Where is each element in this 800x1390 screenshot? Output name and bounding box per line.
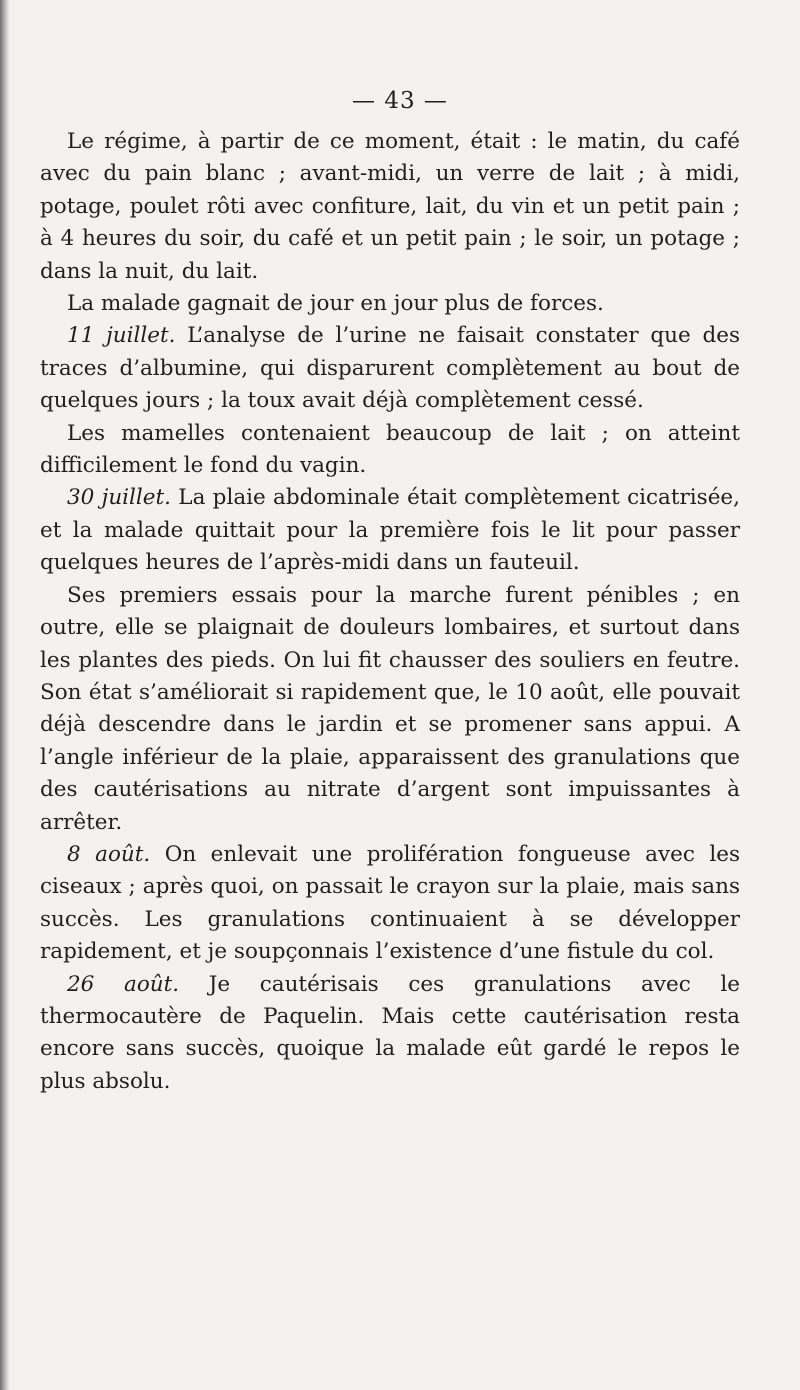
paragraph-7 <box>40 839 740 969</box>
date: 26 août. <box>67 971 180 997</box>
paragraph-text: Ses premiers essais pour la marche furent pénibles ; en outre, elle se plaignait de douleurs lombaires, et surtout dans les plantes des pieds. On lui fit chausser des souliers en feutre. Son état s’améliorait si rapidement que, le 10 août, elle pouvait déjà descendre dans le jardin et se promener sans appui. A l’angle inférieur de la plaie, apparaissent des granulations que des cautérisations au nitrate d’argent sont impuissantes à arrêter. <box>40 582 740 835</box>
paragraph-5 <box>40 482 740 579</box>
paragraph-text: Les mamelles contenaient beaucoup de lait ; on atteint difficilement le fond du vagin. <box>40 420 740 479</box>
paragraph-8 <box>40 969 740 1099</box>
paragraph-text: On enlevait une prolifération fongueuse avec les ciseaux ; après quoi, on passait le crayon sur la plaie, mais sans succès. Les granulations continuaient à se développer rapidement, et je soupçonnais l’existence d’une fistule du col. <box>40 841 740 965</box>
paragraph-4 <box>40 418 740 483</box>
date: 30 juillet. <box>67 485 171 511</box>
page-number: — 43 — <box>352 88 448 114</box>
page-edge <box>0 0 10 1390</box>
paragraph-2 <box>40 288 740 320</box>
paragraph-3 <box>40 320 740 417</box>
paragraph-6 <box>40 580 740 839</box>
paragraph-text: Le régime, à partir de ce moment, était : le matin, du café avec du pain blanc ; avant-midi, un verre de lait ; à midi, potage, poulet rôti avec confiture, lait, du vin et un petit pain ; à 4 heures du soir, du café et un petit pain ; le soir, un potage ; dans la nuit, du lait. <box>40 129 740 284</box>
date: 8 août. <box>67 841 151 867</box>
paragraph-text: Je cautérisais ces granulations avec le thermocautère de Paquelin. Mais cette cautérisation resta encore sans succès, quoique la malade eût gardé le repos le plus absolu. <box>40 971 740 1094</box>
date: 11 juillet. <box>67 323 176 349</box>
body-text <box>40 126 740 1098</box>
paragraph-1 <box>40 126 740 288</box>
paragraph-text: La malade gagnait de jour en jour plus de forces. <box>67 291 604 317</box>
paragraph-text: L’analyse de l’urine ne faisait constater que des traces d’albumine, qui disparurent complètement au bout de quelques jours ; la toux avait déjà complètement cessé. <box>40 323 740 414</box>
paragraph-text: La plaie abdominale était complètement cicatrisée, et la malade quittait pour la première fois le lit pour passer quelques heures de l’après-midi dans un fauteuil. <box>40 485 740 576</box>
